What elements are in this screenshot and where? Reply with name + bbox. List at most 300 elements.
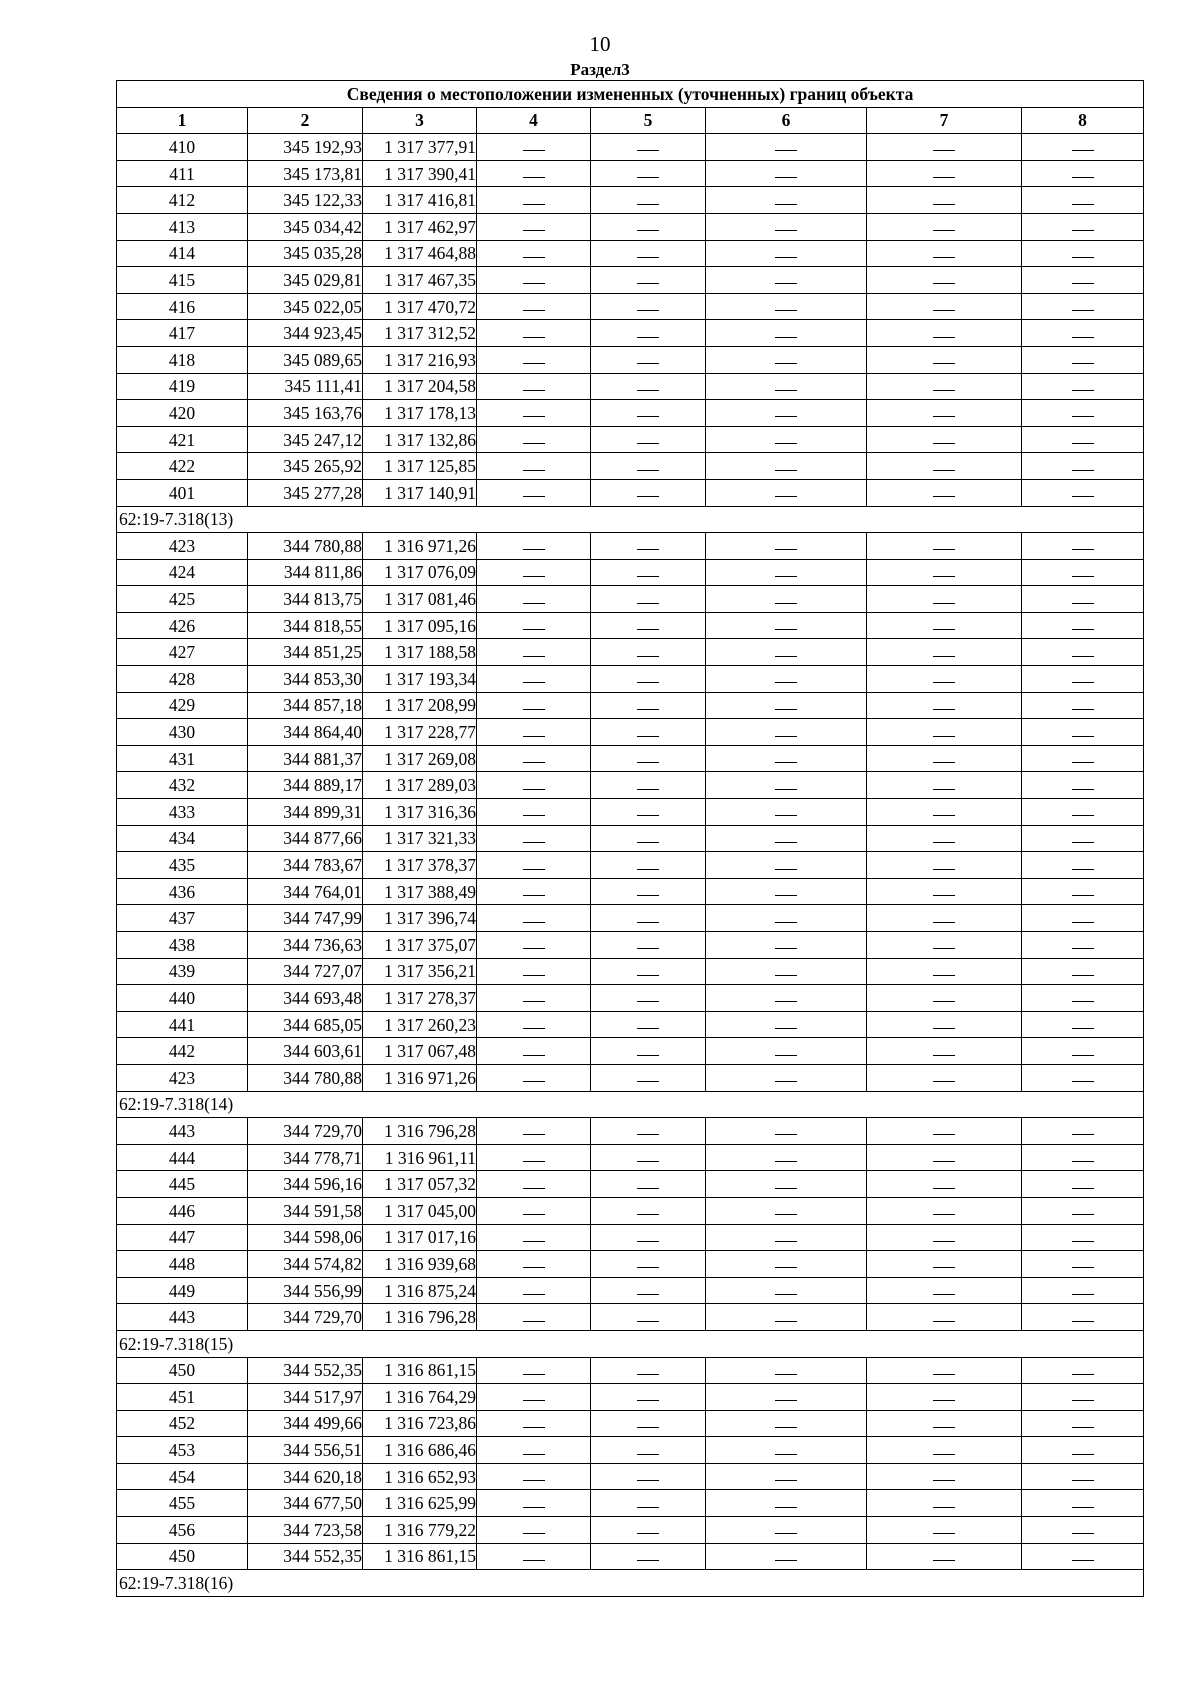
empty-value-dash-cell	[591, 160, 706, 187]
dash-mark	[933, 1081, 955, 1082]
empty-value-dash-cell	[477, 1304, 591, 1331]
empty-value-dash-cell	[477, 134, 591, 161]
y-coordinate-cell: 1 317 467,35	[363, 267, 477, 294]
dash-mark	[523, 895, 545, 896]
dash-mark	[933, 337, 955, 338]
empty-value-dash-cell	[867, 453, 1022, 480]
empty-value-dash-cell	[706, 1064, 867, 1091]
dash-mark	[775, 895, 797, 896]
dash-mark	[933, 895, 955, 896]
x-coordinate-cell: 344 811,86	[248, 559, 363, 586]
empty-value-dash-cell	[1022, 958, 1144, 985]
dash-mark	[637, 922, 659, 923]
empty-value-dash-cell	[477, 320, 591, 347]
y-coordinate-cell: 1 316 971,26	[363, 533, 477, 560]
point-number-cell: 410	[117, 134, 248, 161]
x-coordinate-cell: 345 035,28	[248, 240, 363, 267]
empty-value-dash-cell	[591, 1277, 706, 1304]
x-coordinate-cell: 344 556,51	[248, 1437, 363, 1464]
empty-value-dash-cell	[477, 426, 591, 453]
dash-mark	[1072, 1321, 1094, 1322]
empty-value-dash-cell	[591, 533, 706, 560]
point-number-cell: 411	[117, 160, 248, 187]
empty-value-dash-cell	[867, 1384, 1022, 1411]
dash-mark	[775, 1321, 797, 1322]
dash-mark	[1072, 1294, 1094, 1295]
dash-mark	[523, 1267, 545, 1268]
dash-mark	[523, 1507, 545, 1508]
dash-mark	[523, 1454, 545, 1455]
empty-value-dash-cell	[867, 479, 1022, 506]
empty-value-dash-cell	[477, 1011, 591, 1038]
dash-mark	[523, 177, 545, 178]
x-coordinate-cell: 344 552,35	[248, 1543, 363, 1570]
dash-mark	[1072, 629, 1094, 630]
empty-value-dash-cell	[706, 1224, 867, 1251]
x-coordinate-cell: 344 923,45	[248, 320, 363, 347]
dash-mark	[637, 1374, 659, 1375]
dash-mark	[637, 1533, 659, 1534]
dash-mark	[1072, 1188, 1094, 1189]
table-row	[117, 1064, 1144, 1091]
empty-value-dash-cell	[706, 293, 867, 320]
dash-mark	[523, 869, 545, 870]
empty-value-dash-cell	[1022, 985, 1144, 1012]
dash-mark	[1072, 736, 1094, 737]
dash-mark	[523, 975, 545, 976]
empty-value-dash-cell	[867, 586, 1022, 613]
dash-mark	[637, 1560, 659, 1561]
dash-mark	[933, 709, 955, 710]
dash-mark	[933, 416, 955, 417]
table-row	[117, 559, 1144, 586]
dash-mark	[1072, 603, 1094, 604]
dash-mark	[933, 975, 955, 976]
point-number-cell: 455	[117, 1490, 248, 1517]
table-row	[117, 1490, 1144, 1517]
empty-value-dash-cell	[1022, 160, 1144, 187]
dash-mark	[1072, 709, 1094, 710]
empty-value-dash-cell	[706, 905, 867, 932]
empty-value-dash-cell	[477, 293, 591, 320]
empty-value-dash-cell	[477, 825, 591, 852]
y-coordinate-cell: 1 317 045,00	[363, 1197, 477, 1224]
x-coordinate-cell: 345 192,93	[248, 134, 363, 161]
column-header-3: 3	[363, 107, 477, 134]
dash-mark	[933, 1321, 955, 1322]
empty-value-dash-cell	[1022, 612, 1144, 639]
point-number-cell: 426	[117, 612, 248, 639]
empty-value-dash-cell	[867, 267, 1022, 294]
point-number-cell: 436	[117, 878, 248, 905]
empty-value-dash-cell	[706, 666, 867, 693]
dash-mark	[775, 576, 797, 577]
y-coordinate-cell: 1 316 939,68	[363, 1251, 477, 1278]
empty-value-dash-cell	[706, 213, 867, 240]
empty-value-dash-cell	[591, 293, 706, 320]
dash-mark	[637, 975, 659, 976]
dash-mark	[637, 1055, 659, 1056]
dash-mark	[933, 443, 955, 444]
empty-value-dash-cell	[867, 1038, 1022, 1065]
dash-mark	[637, 363, 659, 364]
x-coordinate-cell: 344 552,35	[248, 1357, 363, 1384]
dash-mark	[933, 869, 955, 870]
empty-value-dash-cell	[591, 692, 706, 719]
x-coordinate-cell: 344 778,71	[248, 1144, 363, 1171]
dash-mark	[775, 230, 797, 231]
empty-value-dash-cell	[706, 160, 867, 187]
dash-mark	[637, 1081, 659, 1082]
empty-value-dash-cell	[867, 1251, 1022, 1278]
empty-value-dash-cell	[477, 1171, 591, 1198]
empty-value-dash-cell	[706, 799, 867, 826]
empty-value-dash-cell	[706, 1038, 867, 1065]
empty-value-dash-cell	[1022, 1437, 1144, 1464]
dash-mark	[933, 682, 955, 683]
point-number-cell: 427	[117, 639, 248, 666]
y-coordinate-cell: 1 317 269,08	[363, 745, 477, 772]
y-coordinate-cell: 1 316 861,15	[363, 1543, 477, 1570]
y-coordinate-cell: 1 317 204,58	[363, 373, 477, 400]
dash-mark	[775, 869, 797, 870]
dash-mark	[523, 1001, 545, 1002]
dash-mark	[1072, 1427, 1094, 1428]
empty-value-dash-cell	[867, 639, 1022, 666]
empty-value-dash-cell	[706, 825, 867, 852]
dash-mark	[933, 1294, 955, 1295]
x-coordinate-cell: 344 693,48	[248, 985, 363, 1012]
y-coordinate-cell: 1 316 779,22	[363, 1517, 477, 1544]
table-row	[117, 426, 1144, 453]
empty-value-dash-cell	[867, 134, 1022, 161]
x-coordinate-cell: 344 596,16	[248, 1171, 363, 1198]
table-caption: Сведения о местоположении измененных (уточненных) границ объекта	[117, 81, 1144, 108]
dash-mark	[1072, 1560, 1094, 1561]
empty-value-dash-cell	[477, 1144, 591, 1171]
point-number-cell: 428	[117, 666, 248, 693]
cadastral-group-label: 62:19-7.318(14)	[117, 1091, 1144, 1118]
y-coordinate-cell: 1 317 260,23	[363, 1011, 477, 1038]
dash-mark	[933, 1267, 955, 1268]
dash-mark	[637, 1214, 659, 1215]
dash-mark	[933, 1507, 955, 1508]
empty-value-dash-cell	[706, 240, 867, 267]
dash-mark	[637, 869, 659, 870]
y-coordinate-cell: 1 317 076,09	[363, 559, 477, 586]
empty-value-dash-cell	[477, 719, 591, 746]
empty-value-dash-cell	[706, 612, 867, 639]
empty-value-dash-cell	[477, 666, 591, 693]
empty-value-dash-cell	[1022, 1277, 1144, 1304]
table-row	[117, 852, 1144, 879]
empty-value-dash-cell	[591, 1144, 706, 1171]
empty-value-dash-cell	[591, 134, 706, 161]
dash-mark	[637, 603, 659, 604]
empty-value-dash-cell	[591, 559, 706, 586]
point-number-cell: 430	[117, 719, 248, 746]
dash-mark	[775, 656, 797, 657]
empty-value-dash-cell	[477, 267, 591, 294]
y-coordinate-cell: 1 317 388,49	[363, 878, 477, 905]
dash-mark	[775, 682, 797, 683]
dash-mark	[775, 363, 797, 364]
empty-value-dash-cell	[591, 1171, 706, 1198]
dash-mark	[933, 762, 955, 763]
y-coordinate-cell: 1 317 470,72	[363, 293, 477, 320]
dash-mark	[775, 1507, 797, 1508]
table-header-row	[117, 107, 1144, 134]
dash-mark	[1072, 789, 1094, 790]
empty-value-dash-cell	[867, 1171, 1022, 1198]
dash-mark	[637, 1241, 659, 1242]
table-row	[117, 1171, 1144, 1198]
y-coordinate-cell: 1 316 796,28	[363, 1304, 477, 1331]
dash-mark	[1072, 443, 1094, 444]
dash-mark	[1072, 762, 1094, 763]
dash-mark	[637, 1161, 659, 1162]
empty-value-dash-cell	[706, 985, 867, 1012]
empty-value-dash-cell	[706, 426, 867, 453]
dash-mark	[523, 363, 545, 364]
dash-mark	[775, 815, 797, 816]
cadastral-group-label: 62:19-7.318(16)	[117, 1570, 1144, 1597]
y-coordinate-cell: 1 317 228,77	[363, 719, 477, 746]
empty-value-dash-cell	[477, 346, 591, 373]
empty-value-dash-cell	[591, 479, 706, 506]
y-coordinate-cell: 1 317 396,74	[363, 905, 477, 932]
empty-value-dash-cell	[477, 878, 591, 905]
dash-mark	[1072, 1161, 1094, 1162]
empty-value-dash-cell	[706, 1171, 867, 1198]
dash-mark	[933, 1161, 955, 1162]
x-coordinate-cell: 344 780,88	[248, 1064, 363, 1091]
x-coordinate-cell: 344 574,82	[248, 1251, 363, 1278]
point-number-cell: 424	[117, 559, 248, 586]
dash-mark	[775, 1028, 797, 1029]
empty-value-dash-cell	[867, 825, 1022, 852]
x-coordinate-cell: 344 603,61	[248, 1038, 363, 1065]
point-number-cell: 438	[117, 932, 248, 959]
dash-mark	[1072, 1028, 1094, 1029]
empty-value-dash-cell	[591, 1224, 706, 1251]
empty-value-dash-cell	[1022, 240, 1144, 267]
empty-value-dash-cell	[706, 772, 867, 799]
dash-mark	[523, 1560, 545, 1561]
empty-value-dash-cell	[477, 745, 591, 772]
empty-value-dash-cell	[477, 612, 591, 639]
empty-value-dash-cell	[706, 1277, 867, 1304]
empty-value-dash-cell	[477, 1384, 591, 1411]
dash-mark	[775, 1294, 797, 1295]
empty-value-dash-cell	[867, 905, 1022, 932]
point-number-cell: 448	[117, 1251, 248, 1278]
empty-value-dash-cell	[867, 1357, 1022, 1384]
empty-value-dash-cell	[591, 1251, 706, 1278]
dash-mark	[775, 1001, 797, 1002]
dash-mark	[637, 576, 659, 577]
empty-value-dash-cell	[867, 719, 1022, 746]
empty-value-dash-cell	[591, 426, 706, 453]
empty-value-dash-cell	[706, 1304, 867, 1331]
x-coordinate-cell: 344 783,67	[248, 852, 363, 879]
y-coordinate-cell: 1 316 861,15	[363, 1357, 477, 1384]
dash-mark	[1072, 1400, 1094, 1401]
empty-value-dash-cell	[1022, 213, 1144, 240]
dash-mark	[523, 1374, 545, 1375]
table-row	[117, 267, 1144, 294]
dash-mark	[933, 736, 955, 737]
empty-value-dash-cell	[477, 373, 591, 400]
empty-value-dash-cell	[867, 932, 1022, 959]
empty-value-dash-cell	[867, 1011, 1022, 1038]
empty-value-dash-cell	[591, 1517, 706, 1544]
dash-mark	[637, 895, 659, 896]
dash-mark	[1072, 656, 1094, 657]
point-number-cell: 429	[117, 692, 248, 719]
point-number-cell: 421	[117, 426, 248, 453]
empty-value-dash-cell	[867, 213, 1022, 240]
dash-mark	[523, 549, 545, 550]
table-row	[117, 479, 1144, 506]
dash-mark	[637, 1427, 659, 1428]
y-coordinate-cell: 1 317 125,85	[363, 453, 477, 480]
dash-mark	[523, 416, 545, 417]
empty-value-dash-cell	[477, 400, 591, 427]
point-number-cell: 435	[117, 852, 248, 879]
empty-value-dash-cell	[1022, 719, 1144, 746]
dash-mark	[933, 204, 955, 205]
column-header-8: 8	[1022, 107, 1144, 134]
x-coordinate-cell: 345 022,05	[248, 293, 363, 320]
empty-value-dash-cell	[867, 985, 1022, 1012]
dash-mark	[637, 1028, 659, 1029]
dash-mark	[933, 1374, 955, 1375]
table-row	[117, 666, 1144, 693]
dash-mark	[933, 1055, 955, 1056]
y-coordinate-cell: 1 317 321,33	[363, 825, 477, 852]
dash-mark	[1072, 549, 1094, 550]
empty-value-dash-cell	[591, 267, 706, 294]
empty-value-dash-cell	[1022, 1118, 1144, 1145]
dash-mark	[775, 948, 797, 949]
dash-mark	[523, 1480, 545, 1481]
x-coordinate-cell: 345 034,42	[248, 213, 363, 240]
empty-value-dash-cell	[477, 187, 591, 214]
empty-value-dash-cell	[591, 666, 706, 693]
x-coordinate-cell: 345 173,81	[248, 160, 363, 187]
empty-value-dash-cell	[477, 1118, 591, 1145]
table-row	[117, 400, 1144, 427]
table-row	[117, 1224, 1144, 1251]
dash-mark	[523, 150, 545, 151]
dash-mark	[933, 1400, 955, 1401]
table-row	[117, 612, 1144, 639]
dash-mark	[933, 549, 955, 550]
dash-mark	[523, 1081, 545, 1082]
table-row	[117, 1543, 1144, 1570]
empty-value-dash-cell	[1022, 1463, 1144, 1490]
dash-mark	[775, 1374, 797, 1375]
y-coordinate-cell: 1 317 378,37	[363, 852, 477, 879]
empty-value-dash-cell	[1022, 1064, 1144, 1091]
empty-value-dash-cell	[591, 905, 706, 932]
dash-mark	[775, 150, 797, 151]
empty-value-dash-cell	[477, 772, 591, 799]
dash-mark	[1072, 470, 1094, 471]
dash-mark	[1072, 576, 1094, 577]
dash-mark	[523, 390, 545, 391]
empty-value-dash-cell	[706, 373, 867, 400]
dash-mark	[637, 310, 659, 311]
point-number-cell: 413	[117, 213, 248, 240]
empty-value-dash-cell	[706, 1118, 867, 1145]
empty-value-dash-cell	[706, 187, 867, 214]
x-coordinate-cell: 344 598,06	[248, 1224, 363, 1251]
empty-value-dash-cell	[591, 346, 706, 373]
dash-mark	[637, 842, 659, 843]
table-row	[117, 1410, 1144, 1437]
dash-mark	[637, 470, 659, 471]
empty-value-dash-cell	[477, 1064, 591, 1091]
empty-value-dash-cell	[867, 1490, 1022, 1517]
empty-value-dash-cell	[706, 1011, 867, 1038]
y-coordinate-cell: 1 317 140,91	[363, 479, 477, 506]
dash-mark	[775, 1188, 797, 1189]
empty-value-dash-cell	[477, 1463, 591, 1490]
point-number-cell: 440	[117, 985, 248, 1012]
dash-mark	[1072, 257, 1094, 258]
empty-value-dash-cell	[867, 799, 1022, 826]
x-coordinate-cell: 344 851,25	[248, 639, 363, 666]
dash-mark	[775, 709, 797, 710]
dash-mark	[1072, 1267, 1094, 1268]
dash-mark	[523, 1241, 545, 1242]
empty-value-dash-cell	[1022, 134, 1144, 161]
table-row	[117, 799, 1144, 826]
empty-value-dash-cell	[591, 932, 706, 959]
dash-mark	[775, 1400, 797, 1401]
dash-mark	[637, 416, 659, 417]
x-coordinate-cell: 345 247,12	[248, 426, 363, 453]
dash-mark	[637, 337, 659, 338]
table-row	[117, 1517, 1144, 1544]
x-coordinate-cell: 344 723,58	[248, 1517, 363, 1544]
empty-value-dash-cell	[1022, 267, 1144, 294]
dash-mark	[775, 1454, 797, 1455]
x-coordinate-cell: 345 029,81	[248, 267, 363, 294]
x-coordinate-cell: 344 677,50	[248, 1490, 363, 1517]
empty-value-dash-cell	[591, 825, 706, 852]
empty-value-dash-cell	[477, 453, 591, 480]
point-number-cell: 414	[117, 240, 248, 267]
empty-value-dash-cell	[706, 267, 867, 294]
dash-mark	[1072, 975, 1094, 976]
dash-mark	[933, 150, 955, 151]
dash-mark	[523, 496, 545, 497]
empty-value-dash-cell	[1022, 1251, 1144, 1278]
point-number-cell: 418	[117, 346, 248, 373]
point-number-cell: 444	[117, 1144, 248, 1171]
empty-value-dash-cell	[477, 905, 591, 932]
dash-mark	[1072, 1480, 1094, 1481]
y-coordinate-cell: 1 316 686,46	[363, 1437, 477, 1464]
empty-value-dash-cell	[867, 346, 1022, 373]
point-number-cell: 417	[117, 320, 248, 347]
cadastral-group-label: 62:19-7.318(13)	[117, 506, 1144, 533]
dash-mark	[775, 975, 797, 976]
x-coordinate-cell: 344 556,99	[248, 1277, 363, 1304]
